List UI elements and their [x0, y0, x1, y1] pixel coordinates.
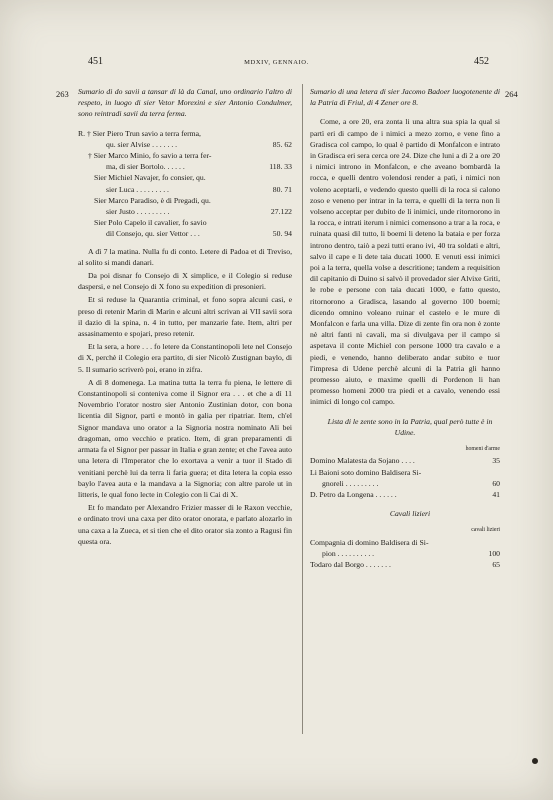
troops-list-2: [310, 537, 500, 571]
right-heading: Sumario di una letera di sier Jacomo Badoer luogotenente di la Patria di Friul, di 4 Zener ore 8.: [310, 87, 500, 108]
paragraph: A dì 7 la matina. Nulla fu di conto. Letere di Padoa et di Treviso, al solito si mandi danari.: [78, 246, 292, 267]
troop-row: [310, 548, 500, 559]
candidate-votes: 85. 62: [272, 139, 292, 149]
right-column: [310, 86, 500, 570]
troop-count: 65: [492, 559, 500, 569]
column-divider: [302, 84, 303, 734]
left-heading: Sumario di do savii a tansar di là da Canal, uno ordinario l'altro di respeto, in luogo di sier Vetor Morexini e sier Antonio Condulmer, sono reintradi savii da terra ferma.: [78, 87, 292, 119]
candidate-row: [78, 195, 292, 206]
candidate-votes: 118. 33: [269, 162, 292, 172]
candidate-row: [78, 206, 292, 217]
troop-count: 35: [492, 456, 500, 466]
troop-name: D. Petro da Longena . . . . . .: [310, 489, 397, 499]
troop-row: [310, 455, 500, 466]
left-column: [78, 86, 292, 549]
troops-list-1: [310, 455, 500, 500]
troop-count: 60: [492, 478, 500, 488]
candidate-name: Sier Polo Capelo il cavalier, fo savio: [94, 218, 207, 228]
right-margin-number: 264: [505, 89, 518, 99]
left-page-number: 451: [88, 56, 103, 67]
running-header: MDXIV, GENNAIO.: [244, 59, 309, 66]
candidate-name: sier Justo . . . . . . . . .: [106, 207, 170, 217]
paragraph: Come, a ore 20, era zonta li una altra sua spia la qual si partì eri di campo de i nimici a mezo zorno, e vene fino a Gradisca col campo, lo qual è partido di Monfalcon e intrato in Gradisca eri sera cerca ore 24. Dize che luni a dì 2 a ore 20 i nimici introno in Monfalcon, e che aveano bombardà la rocca, e quelli dentro volendosi render a patì, i nimici non voleno aceptarli, e vedendo questo quelli di la roca si calono zoso e veneno per intrar in la terra, e quelli di la terra non li volseno acceptar per dubito de li inimici, unde ritornorono in la rocca, e intrati iterum i nimici comensono a trar a la roca, e ruinata quasi dil tutto, li boemi li deteno la bataia e per forza introno dentro, taiò a pezi tutti erano ivi, 40 tra soldati e altri, salvo il cape e li dete taia ducati 1000. E venuti essi inimici poi a la terra, quella volse a descritione; tandem a requisition dil capitanio di Duino si salvò il provedador sier Alvixe Griti, le robe e persone con taia ducati 1000, e fatto questo, ritornorono a Gradisca, lasando al governo 100 boemi; dicendo omnino voleano ruinar el castelo e le mure di Monfalcon e farla una villa. Dize di zente fin ora non è zonte nè altri fanti nì cavali, ma si divulgava per il campo si aspetava il conte Michiel con persone 1000 tra cavalo e a piedi, e venendo, hanno deliberato andar subito e tuor l'impresa di Udene perchè alcuni di la Patria gli hanno promesso aiuto, e maxime quelli di Pordenon li han promesso homeni 2000 tra piedi et a cavalo, venendo essi inimici di longo col campo.: [310, 117, 500, 407]
candidate-votes: 50. 94: [272, 229, 292, 239]
candidate-name: qu. sier Alvise . . . . . . .: [106, 139, 178, 149]
candidate-row: [78, 217, 292, 228]
candidate-row: [78, 128, 292, 139]
candidate-row: [78, 228, 292, 239]
candidate-name: Sier Marco Paradiso, è di Pregadi, qu.: [94, 195, 211, 205]
troop-row: [310, 559, 500, 570]
troop-row: [310, 489, 500, 500]
candidate-votes: 80. 71: [272, 184, 292, 194]
candidate-row: [78, 184, 292, 195]
candidate-name: ma, di sier Bortolo. . . . . .: [106, 162, 185, 172]
candidate-name: Sier Michiel Navajer, fo consier, qu.: [94, 173, 206, 183]
election-list: [78, 128, 292, 240]
troop-row: [310, 467, 500, 478]
left-margin-number: 263: [56, 89, 69, 99]
troop-name: Li Baioni soto domino Baldisera Si-: [310, 467, 422, 477]
paragraph: A dì 8 domenega. La matina tutta la terra fu piena, le lettere di Constantinopoli si conteniva come il Signor era . . . et che a dì 11 Novembrio l'orator nostro sier Antonio Zustinian dotor, con bona licentia dil Signor, partì e montò in galia per ripatriar. Item, ch'el Signor mandava uno orator a la Signoria nostra nominato Ali bei dragoman, omo vecchio e pratico. Item, di gran preparamenti di armata fa el Signor per passar in Italia e gran zente; et che l'avea auto una letera di l'Imperator che lo exortava a venir a tuor il Stado di venitiani perchè lui da terra li faria guera; et dita letera la copia esso baylo l'avea auta e la mandava a la Signoria; con altre parole ut in litteris, le qual fono lecte in Colegio con li Cai di X.: [78, 377, 292, 499]
paragraph: Da poi disnar fo Consejo di X simplice, e il Colegio si reduse daspersi, e nel Consejo di X fono su expedition di presonieri.: [78, 271, 292, 292]
candidate-row: [78, 172, 292, 183]
candidate-name: † Sier Marco Minio, fo savio a terra fer-: [88, 151, 212, 161]
candidate-row: [78, 150, 292, 161]
troop-count: 41: [492, 489, 500, 499]
troop-row: [310, 537, 500, 548]
paragraph: Et fo mandato per Alexandro Frizier masser di le Raxon vecchie, e ordinato trovi una caxa per dito orator onorata, e parlato alozarlo in una caxa a la Zueca, et si tien che el dito orator sia zonto a Ragusi fin questa ora.: [78, 503, 292, 546]
column-header-light-horse: cavali lizieri: [471, 527, 500, 534]
paragraph: Et si reduse la Quarantia criminal, et fono sopra alcuni casi, e preso di retenir Marin di Marin e alcuni altri scrivan ai VII savii sora il dazio di la spina, n. 4 in tutto, per manzarie fate. Item, altri per assasinamento e spojari, preso retenir.: [78, 295, 292, 339]
troop-name: Domino Malatesta da Sojano . . . .: [310, 456, 415, 466]
candidate-row: [78, 161, 292, 172]
candidate-name: sier Luca . . . . . . . . .: [106, 184, 169, 194]
candidate-row: [78, 139, 292, 150]
binding-hole: [532, 758, 538, 764]
candidate-votes: 27.122: [270, 207, 292, 217]
troop-row: [310, 478, 500, 489]
troop-count: 100: [488, 548, 500, 558]
candidate-name: dil Consejo, qu. sier Vettor . . .: [106, 229, 200, 239]
troop-name: pion . . . . . . . . . .: [322, 548, 375, 558]
troop-name: Compagnia di domino Baldisera di Si-: [310, 537, 429, 547]
column-header-men-at-arms: homeni d'arme: [465, 446, 500, 453]
candidate-name: R. † Sier Piero Trun savio a terra ferma,: [78, 128, 201, 138]
right-page-number: 452: [474, 56, 489, 67]
troop-name: gnoreli . . . . . . . . .: [322, 478, 379, 488]
subtitle-light-horse: Cavali lizieri: [389, 509, 431, 519]
troop-name: Todaro dal Borgo . . . . . . .: [310, 559, 391, 569]
list-title: Lista di le zente sono in la Patria, qual però tutte è in Udine.: [327, 416, 493, 437]
paragraph: Et la sera, a hore . . . fo letere da Constantinopoli lete nel Consejo di X, perchè il Colegio era partito, di sier Nicolò Zustignan baylo, di 5. Il sumario scriverò poi, erano in zifra.: [78, 342, 292, 374]
